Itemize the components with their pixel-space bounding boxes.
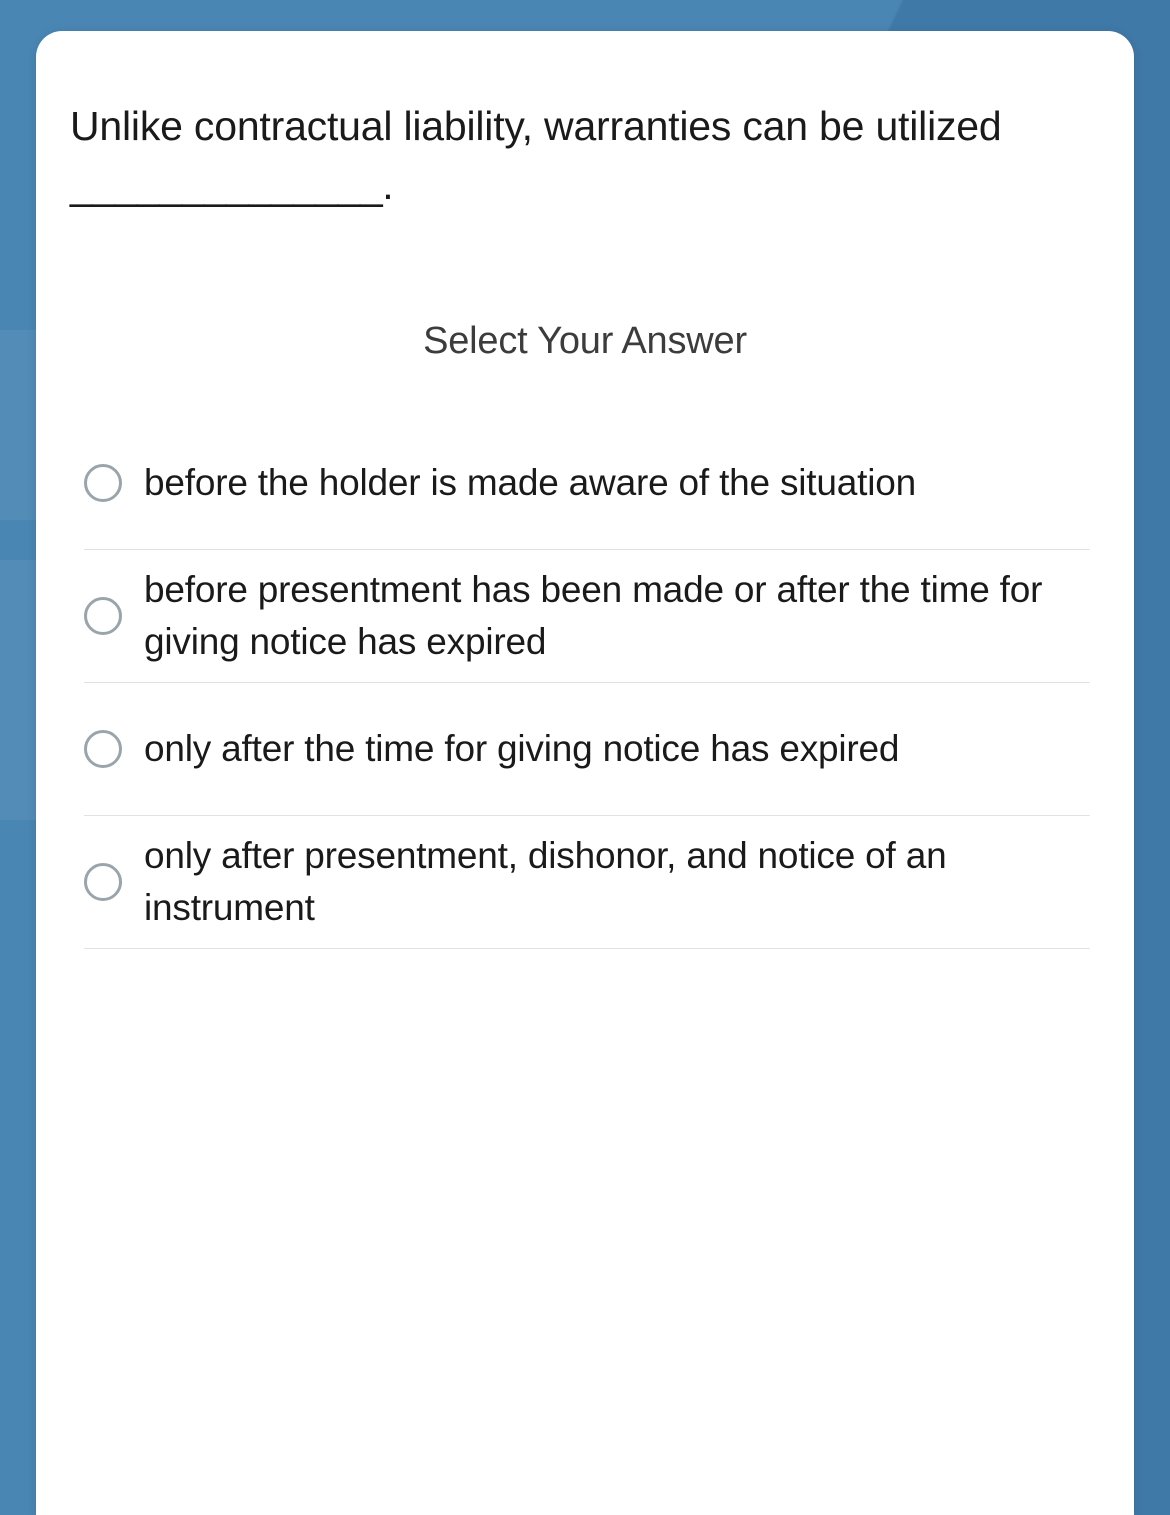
answer-option-3[interactable] xyxy=(36,683,1134,815)
answer-option-2[interactable] xyxy=(36,550,1134,682)
question-text-before-blank: Unlike contractual liability, warranties can be utilized xyxy=(70,103,1002,149)
background-band xyxy=(0,330,40,520)
question-card xyxy=(36,31,1134,1515)
answer-option-label: only after presentment, dishonor, and notice of an instrument xyxy=(144,834,947,929)
answer-option-label: only after the time for giving notice has expired xyxy=(144,727,900,769)
radio-button-icon[interactable] xyxy=(84,597,122,635)
answer-option-4[interactable] xyxy=(36,816,1134,948)
option-divider xyxy=(84,948,1090,949)
answer-option-1[interactable] xyxy=(36,417,1134,549)
radio-button-icon[interactable] xyxy=(84,863,122,901)
question-text xyxy=(36,31,1134,214)
answer-option-label: before presentment has been made or after the time for giving notice has expired xyxy=(144,568,1043,663)
question-blank: ______________ xyxy=(70,161,383,208)
answer-option-label: before the holder is made aware of the situation xyxy=(144,461,916,503)
answer-options-list xyxy=(36,417,1134,949)
radio-button-icon[interactable] xyxy=(84,730,122,768)
select-answer-heading: Select Your Answer xyxy=(423,320,747,363)
question-text-after-blank: . xyxy=(382,161,394,208)
background-band xyxy=(0,560,40,820)
radio-button-icon[interactable] xyxy=(84,464,122,502)
